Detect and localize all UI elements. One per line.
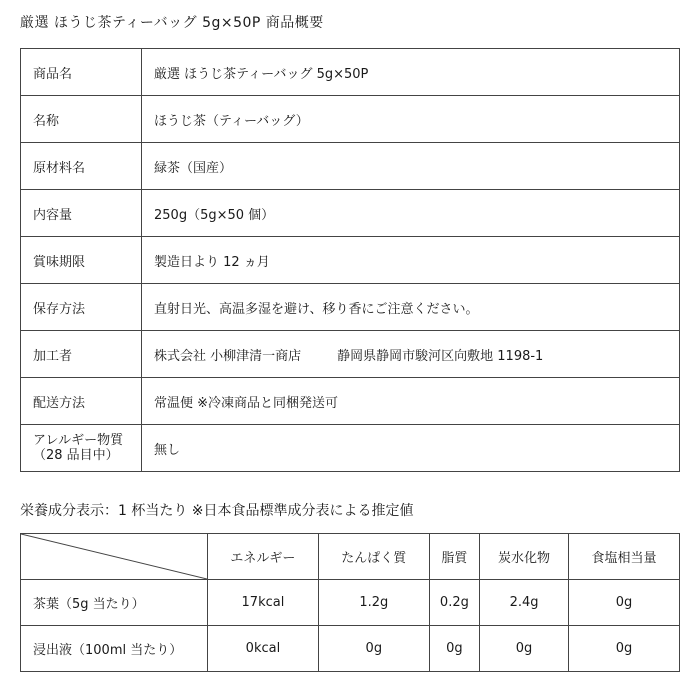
row-label [21, 425, 142, 472]
table-cell: 0g [318, 626, 429, 672]
nutrition-table [20, 533, 680, 672]
row-value: 直射日光、高温多湿を避け、移り香にご注意ください。 [142, 284, 680, 331]
table-row [21, 49, 680, 96]
allergen-label-note: （28 品目中） [33, 448, 119, 463]
table-row [21, 580, 680, 626]
processor-address: 静岡県静岡市駿河区向敷地 1198-1 [337, 348, 544, 364]
row-value: 厳選 ほうじ茶ティーバッグ 5g×50P [142, 49, 680, 96]
table-row [21, 331, 680, 378]
row-label: 賞味期限 [21, 237, 142, 284]
column-header: たんぱく質 [318, 534, 429, 580]
table-header-row [21, 534, 680, 580]
row-label: 原材料名 [21, 143, 142, 190]
column-header: 食塩相当量 [569, 534, 680, 580]
table-cell: 0g [569, 626, 680, 672]
table-cell: 17kcal [208, 580, 319, 626]
row-value: 無し [142, 425, 680, 472]
allergen-label: アレルギー物質 [33, 433, 124, 448]
row-label: 商品名 [21, 49, 142, 96]
nutrition-title: 栄養成分表示：1 杯当たり ※日本食品標準成分表による推定値 [20, 503, 414, 519]
row-value: 緑茶（国産） [142, 143, 680, 190]
column-header: 炭水化物 [480, 534, 569, 580]
table-cell: 0g [480, 626, 569, 672]
row-value: ほうじ茶（ティーバッグ） [142, 96, 680, 143]
corner-cell [21, 534, 208, 580]
table-row [21, 237, 680, 284]
column-header: 脂質 [429, 534, 479, 580]
table-row [21, 190, 680, 237]
table-row [21, 626, 680, 672]
row-label: 内容量 [21, 190, 142, 237]
table-row [21, 96, 680, 143]
row-label: 名称 [21, 96, 142, 143]
row-label: 浸出液（100ml 当たり） [21, 626, 208, 672]
row-value: 250g（5g×50 個） [142, 190, 680, 237]
product-info-table [20, 48, 680, 472]
row-value: 製造日より 12 ヵ月 [142, 237, 680, 284]
table-row [21, 143, 680, 190]
table-cell: 0kcal [208, 626, 319, 672]
row-label: 茶葉（5g 当たり） [21, 580, 208, 626]
table-row [21, 425, 680, 472]
processor-name: 株式会社 小柳津清一商店 [154, 348, 302, 364]
row-value [142, 331, 680, 378]
column-header: エネルギー [208, 534, 319, 580]
page-title: 厳選 ほうじ茶ティーバッグ 5g×50P 商品概要 [20, 15, 324, 31]
row-label: 加工者 [21, 331, 142, 378]
row-label: 保存方法 [21, 284, 142, 331]
table-cell: 0.2g [429, 580, 479, 626]
table-cell: 0g [429, 626, 479, 672]
table-row [21, 284, 680, 331]
row-label: 配送方法 [21, 378, 142, 425]
table-cell: 2.4g [480, 580, 569, 626]
table-cell: 0g [569, 580, 680, 626]
table-row [21, 378, 680, 425]
row-value: 常温便 ※冷凍商品と同梱発送可 [142, 378, 680, 425]
table-cell: 1.2g [318, 580, 429, 626]
diagonal-line [21, 534, 207, 579]
